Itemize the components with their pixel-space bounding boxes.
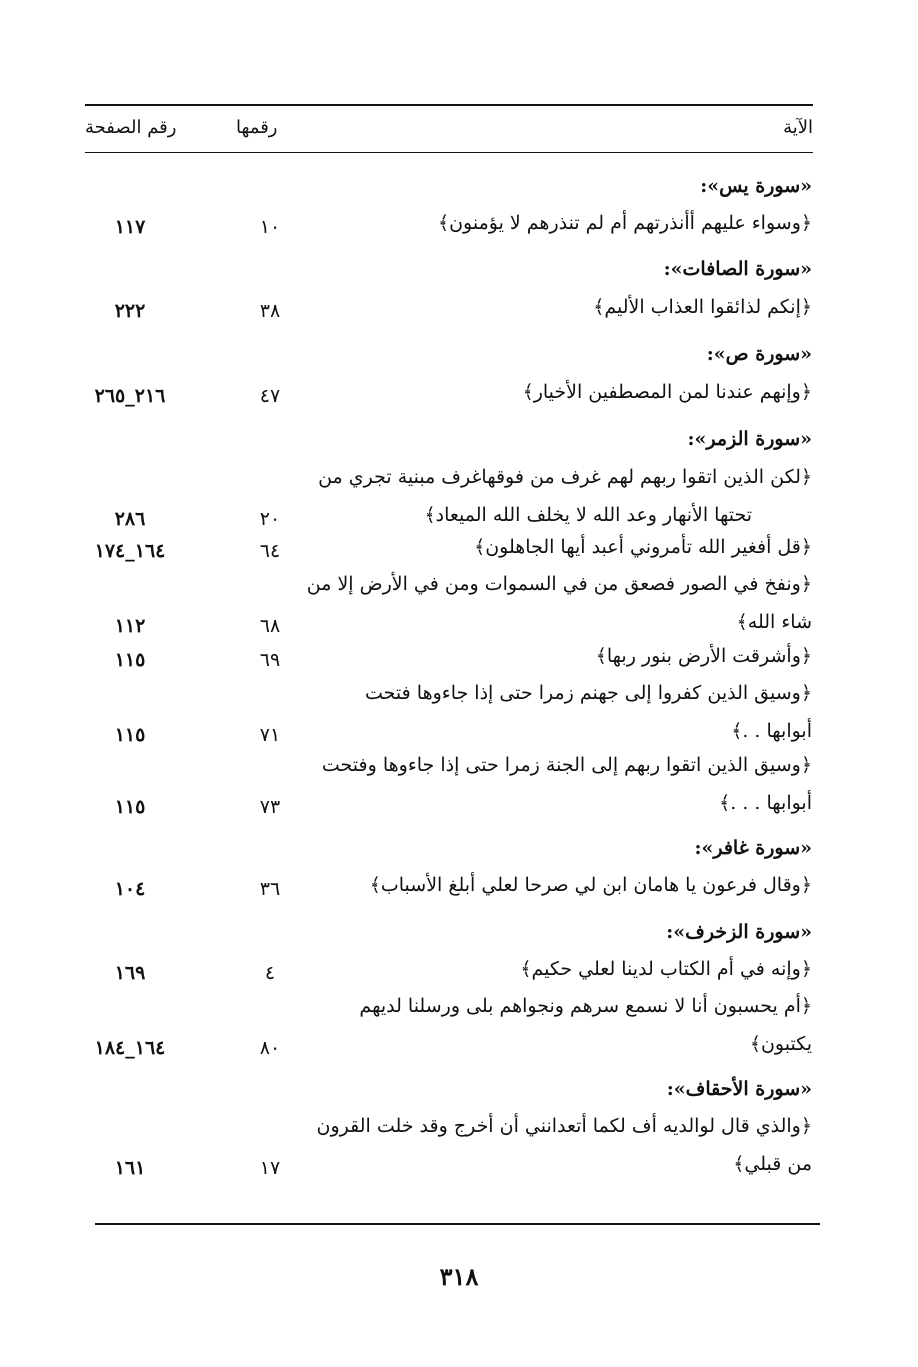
page-ref: ١١٥ <box>114 724 146 746</box>
verse-text: ﴿لكن الذين اتقوا ربهم لهم غرف من فوقهاغرف مبنية تجري من <box>318 466 812 488</box>
verse-number: ١٧ <box>259 1157 281 1179</box>
sura-title: «سورة الزمر»: <box>687 428 812 450</box>
sura-heading <box>60 837 820 873</box>
page-ref: ١٠٤ <box>114 878 146 900</box>
page-ref: ١١٥ <box>114 649 146 671</box>
verse-text: ﴿إنكم لذائقوا العذاب الأليم﴾ <box>593 296 812 318</box>
verse-text: ﴿أم يحسبون أنا لا نسمع سرهم ونجواهم بلى ورسلنا لديهم <box>359 995 812 1017</box>
verse-number: ١٠ <box>259 216 281 238</box>
bottom-rule <box>95 1223 820 1225</box>
verse-row <box>60 754 820 826</box>
verse-row <box>60 645 820 681</box>
sura-title: «سورة ص»: <box>706 343 812 365</box>
page-ref: ١١٥ <box>114 796 146 818</box>
verse-continuation: أبوابها . . .﴾ <box>719 792 812 814</box>
verse-continuation: من قبلي﴾ <box>733 1153 812 1175</box>
sura-title: «سورة الأحقاف»: <box>666 1078 812 1100</box>
page-ref: ٢٢٢ <box>114 300 146 322</box>
verse-number: ٦٨ <box>259 615 281 637</box>
verse-text: ﴿وقال فرعون يا هامان ابن لي صرحا لعلي أبلغ الأسباب﴾ <box>369 874 812 896</box>
page-ref: ١٦١ <box>114 1157 146 1179</box>
sura-heading <box>60 921 820 957</box>
sura-heading <box>60 175 820 211</box>
verse-row <box>60 381 820 417</box>
verse-row <box>60 874 820 910</box>
verse-row <box>60 212 820 248</box>
page-ref: ١٦٩ <box>114 962 146 984</box>
verse-text: ﴿وسيق الذين اتقوا ربهم إلى الجنة زمرا حتى إذا جاءوها وفتحت <box>321 754 812 776</box>
page-ref: ١٦٤_١٨٤ <box>94 1037 166 1059</box>
page-ref: ١٦٤_١٧٤ <box>94 540 166 562</box>
sura-title: «سورة الصافات»: <box>663 258 812 280</box>
verse-number: ٤ <box>264 962 276 984</box>
verse-row <box>60 958 820 994</box>
sura-title: «سورة الزخرف»: <box>666 921 812 943</box>
sura-title: «سورة يس»: <box>700 175 812 197</box>
verse-number: ٦٤ <box>259 540 281 562</box>
page-number: ٣١٨ <box>439 1262 479 1291</box>
verse-row <box>60 536 820 572</box>
header-rule <box>85 152 813 153</box>
verse-text: ﴿وإنه في أم الكتاب لدينا لعلي حكيم﴾ <box>520 958 812 980</box>
verse-number: ٣٦ <box>259 878 281 900</box>
verse-text: ﴿والذي قال لوالديه أف لكما أتعدانني أن أخرج وقد خلت القرون <box>316 1115 812 1137</box>
verse-row <box>60 995 820 1067</box>
sura-heading <box>60 1078 820 1114</box>
verse-continuation: أبوابها . .﴾ <box>731 720 812 742</box>
verse-number: ٧١ <box>259 724 281 746</box>
verse-row <box>60 466 820 538</box>
verse-row <box>60 573 820 645</box>
sura-heading <box>60 428 820 464</box>
verse-number: ٦٩ <box>259 649 281 671</box>
verse-text: ﴿وأشرقت الأرض بنور ربها﴾ <box>595 645 812 667</box>
header-verse: الآية <box>783 117 813 138</box>
page-ref: ٢١٦_٢٦٥ <box>94 385 166 407</box>
sura-heading <box>60 258 820 294</box>
sura-heading <box>60 343 820 379</box>
verse-row <box>60 1115 820 1187</box>
sura-title: «سورة غافر»: <box>694 837 812 859</box>
verse-number: ٢٠ <box>259 508 281 530</box>
verse-text: ﴿قل أفغير الله تأمروني أعبد أيها الجاهلون﴾ <box>474 536 812 558</box>
page-ref: ٢٨٦ <box>114 508 146 530</box>
verse-number: ٤٧ <box>259 385 281 407</box>
verse-number: ٣٨ <box>259 300 281 322</box>
page-ref: ١١٢ <box>114 615 146 637</box>
verse-continuation: شاء الله﴾ <box>736 611 812 633</box>
verse-continuation: يكتبون﴾ <box>749 1033 812 1055</box>
verse-text: ﴿وسيق الذين كفروا إلى جهنم زمرا حتى إذا جاءوها فتحت <box>365 682 812 704</box>
verse-number: ٧٣ <box>259 796 281 818</box>
header-page: رقم الصفحة <box>85 117 177 138</box>
top-rule <box>85 104 813 106</box>
verse-text: ﴿وإنهم عندنا لمن المصطفين الأخيار﴾ <box>522 381 812 403</box>
verse-row <box>60 682 820 754</box>
verse-text: ﴿ونفخ في الصور فصعق من في السموات ومن في الأرض إلا من <box>306 573 812 595</box>
verse-text: ﴿وسواء عليهم أأنذرتهم أم لم تنذرهم لا يؤمنون﴾ <box>437 212 812 234</box>
header-number: رقمها <box>236 117 278 138</box>
verse-row <box>60 296 820 332</box>
verse-continuation: تحتها الأنهار وعد الله لا يخلف الله الميعاد﴾ <box>424 504 752 526</box>
verse-number: ٨٠ <box>259 1037 281 1059</box>
page-ref: ١١٧ <box>114 216 146 238</box>
